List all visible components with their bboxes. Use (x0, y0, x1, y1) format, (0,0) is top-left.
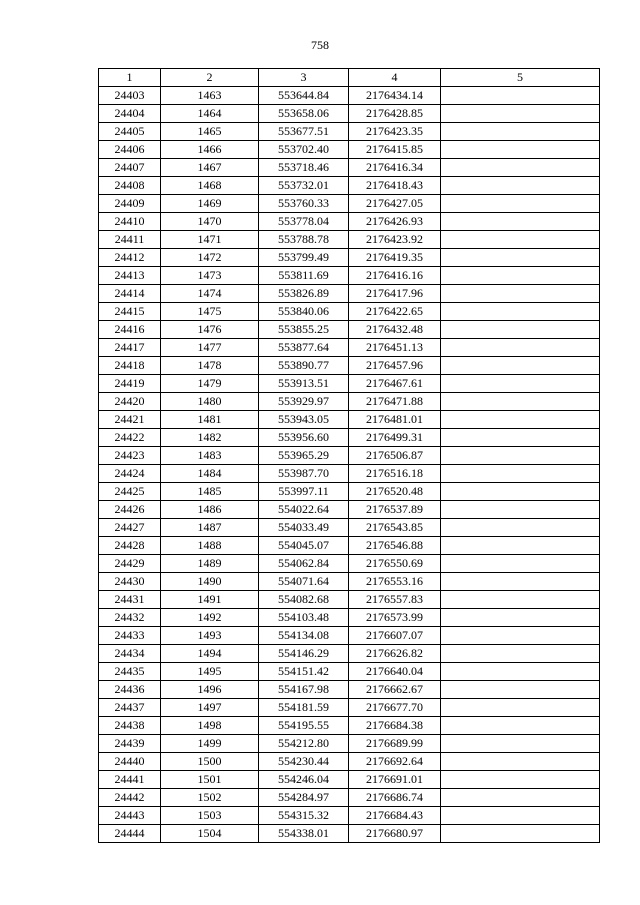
table-cell-col-1: 24431 (99, 591, 161, 609)
table-cell-col-4: 2176417.96 (349, 285, 441, 303)
table-cell-col-3: 553702.40 (259, 141, 349, 159)
table-row (99, 753, 600, 771)
table-cell-col-2: 1491 (161, 591, 259, 609)
table-cell-col-2: 1473 (161, 267, 259, 285)
table-cell-col-1: 24441 (99, 771, 161, 789)
table-cell-col-3: 553997.11 (259, 483, 349, 501)
table-cell-col-1: 24424 (99, 465, 161, 483)
table-cell-col-2: 1482 (161, 429, 259, 447)
column-header-1: 1 (99, 69, 161, 87)
table-cell-col-1: 24422 (99, 429, 161, 447)
table-row (99, 375, 600, 393)
table-cell-col-4: 2176432.48 (349, 321, 441, 339)
table-cell-col-5 (441, 357, 600, 375)
table-row (99, 357, 600, 375)
table-cell-col-5 (441, 249, 600, 267)
table-cell-col-1: 24444 (99, 825, 161, 843)
table-cell-col-2: 1486 (161, 501, 259, 519)
table-cell-col-5 (441, 321, 600, 339)
table-row (99, 825, 600, 843)
table-cell-col-3: 554146.29 (259, 645, 349, 663)
table-row (99, 591, 600, 609)
table-cell-col-5 (441, 645, 600, 663)
table-row (99, 807, 600, 825)
table-cell-col-3: 554103.48 (259, 609, 349, 627)
table-cell-col-1: 24406 (99, 141, 161, 159)
table-cell-col-1: 24410 (99, 213, 161, 231)
table-cell-col-5 (441, 465, 600, 483)
table-row (99, 609, 600, 627)
table-cell-col-4: 2176546.88 (349, 537, 441, 555)
table-cell-col-4: 2176626.82 (349, 645, 441, 663)
table-cell-col-5 (441, 303, 600, 321)
table-cell-col-4: 2176640.04 (349, 663, 441, 681)
table-row (99, 429, 600, 447)
table-row (99, 249, 600, 267)
table-cell-col-3: 553840.06 (259, 303, 349, 321)
table-cell-col-2: 1476 (161, 321, 259, 339)
table-cell-col-4: 2176467.61 (349, 375, 441, 393)
table-row (99, 177, 600, 195)
table-cell-col-5 (441, 717, 600, 735)
table-header (99, 69, 600, 87)
table-cell-col-4: 2176419.35 (349, 249, 441, 267)
table-cell-col-3: 554315.32 (259, 807, 349, 825)
table-cell-col-3: 554246.04 (259, 771, 349, 789)
table-cell-col-5 (441, 519, 600, 537)
table-cell-col-1: 24405 (99, 123, 161, 141)
table-cell-col-4: 2176516.18 (349, 465, 441, 483)
table-cell-col-2: 1464 (161, 105, 259, 123)
table-cell-col-2: 1499 (161, 735, 259, 753)
table-cell-col-1: 24415 (99, 303, 161, 321)
table-row (99, 771, 600, 789)
table-cell-col-5 (441, 555, 600, 573)
table-cell-col-1: 24434 (99, 645, 161, 663)
table-cell-col-4: 2176481.01 (349, 411, 441, 429)
column-header-4: 4 (349, 69, 441, 87)
table-row (99, 681, 600, 699)
table-cell-col-2: 1500 (161, 753, 259, 771)
table-row (99, 735, 600, 753)
table-cell-col-2: 1475 (161, 303, 259, 321)
table-cell-col-4: 2176423.35 (349, 123, 441, 141)
table-cell-col-4: 2176689.99 (349, 735, 441, 753)
table-row (99, 717, 600, 735)
table-cell-col-1: 24404 (99, 105, 161, 123)
table-row (99, 645, 600, 663)
table-cell-col-2: 1466 (161, 141, 259, 159)
table-cell-col-3: 554338.01 (259, 825, 349, 843)
table-cell-col-2: 1465 (161, 123, 259, 141)
table-row (99, 627, 600, 645)
table-cell-col-3: 553913.51 (259, 375, 349, 393)
table-cell-col-2: 1467 (161, 159, 259, 177)
table-cell-col-3: 553890.77 (259, 357, 349, 375)
table-row (99, 159, 600, 177)
table-cell-col-1: 24407 (99, 159, 161, 177)
table-row (99, 789, 600, 807)
table-cell-col-4: 2176471.88 (349, 393, 441, 411)
table-cell-col-2: 1497 (161, 699, 259, 717)
table-cell-col-3: 553877.64 (259, 339, 349, 357)
table-cell-col-2: 1504 (161, 825, 259, 843)
table-cell-col-1: 24438 (99, 717, 161, 735)
table-cell-col-4: 2176684.43 (349, 807, 441, 825)
table-cell-col-5 (441, 105, 600, 123)
table-cell-col-5 (441, 447, 600, 465)
table-cell-col-4: 2176426.93 (349, 213, 441, 231)
table-cell-col-5 (441, 663, 600, 681)
table-cell-col-5 (441, 627, 600, 645)
table-cell-col-2: 1501 (161, 771, 259, 789)
table-cell-col-1: 24414 (99, 285, 161, 303)
table-cell-col-2: 1493 (161, 627, 259, 645)
table-cell-col-5 (441, 195, 600, 213)
table-cell-col-3: 553760.33 (259, 195, 349, 213)
column-header-2: 2 (161, 69, 259, 87)
table-cell-col-2: 1480 (161, 393, 259, 411)
table-cell-col-3: 553987.70 (259, 465, 349, 483)
table-cell-col-4: 2176416.16 (349, 267, 441, 285)
table-cell-col-4: 2176428.85 (349, 105, 441, 123)
table-cell-col-4: 2176692.64 (349, 753, 441, 771)
table-cell-col-2: 1471 (161, 231, 259, 249)
table-cell-col-3: 553943.05 (259, 411, 349, 429)
table-row (99, 105, 600, 123)
table-cell-col-1: 24423 (99, 447, 161, 465)
table-cell-col-2: 1498 (161, 717, 259, 735)
table-cell-col-5 (441, 483, 600, 501)
table-cell-col-2: 1484 (161, 465, 259, 483)
table-row (99, 519, 600, 537)
table-cell-col-3: 553799.49 (259, 249, 349, 267)
table-cell-col-4: 2176677.70 (349, 699, 441, 717)
table-cell-col-3: 553644.84 (259, 87, 349, 105)
table-cell-col-3: 553826.89 (259, 285, 349, 303)
table-cell-col-2: 1468 (161, 177, 259, 195)
table-cell-col-3: 554134.08 (259, 627, 349, 645)
table-cell-col-5 (441, 231, 600, 249)
table-cell-col-1: 24409 (99, 195, 161, 213)
table-row (99, 483, 600, 501)
table-cell-col-5 (441, 123, 600, 141)
table-cell-col-1: 24437 (99, 699, 161, 717)
table-cell-col-2: 1472 (161, 249, 259, 267)
table-cell-col-5 (441, 573, 600, 591)
table-cell-col-4: 2176553.16 (349, 573, 441, 591)
table-cell-col-5 (441, 771, 600, 789)
table-cell-col-1: 24433 (99, 627, 161, 645)
table-cell-col-5 (441, 753, 600, 771)
table-cell-col-1: 24443 (99, 807, 161, 825)
table-cell-col-4: 2176457.96 (349, 357, 441, 375)
table-cell-col-4: 2176557.83 (349, 591, 441, 609)
table-row (99, 303, 600, 321)
table-cell-col-5 (441, 411, 600, 429)
table-cell-col-1: 24417 (99, 339, 161, 357)
table-cell-col-4: 2176537.89 (349, 501, 441, 519)
table-cell-col-3: 553718.46 (259, 159, 349, 177)
table-row (99, 537, 600, 555)
table-cell-col-1: 24442 (99, 789, 161, 807)
coordinates-table (98, 68, 600, 843)
table-cell-col-4: 2176684.38 (349, 717, 441, 735)
table-row (99, 663, 600, 681)
table-cell-col-3: 553811.69 (259, 267, 349, 285)
table-cell-col-1: 24420 (99, 393, 161, 411)
table-cell-col-2: 1489 (161, 555, 259, 573)
table-cell-col-2: 1490 (161, 573, 259, 591)
table-cell-col-2: 1463 (161, 87, 259, 105)
table-row (99, 699, 600, 717)
table-cell-col-3: 554082.68 (259, 591, 349, 609)
page-number: 758 (311, 38, 329, 52)
table-cell-col-4: 2176550.69 (349, 555, 441, 573)
table-cell-col-5 (441, 375, 600, 393)
table-row (99, 555, 600, 573)
table-cell-col-5 (441, 159, 600, 177)
table-row (99, 393, 600, 411)
table-cell-col-1: 24418 (99, 357, 161, 375)
table-cell-col-5 (441, 177, 600, 195)
table-cell-col-5 (441, 267, 600, 285)
table-cell-col-5 (441, 789, 600, 807)
table-cell-col-1: 24426 (99, 501, 161, 519)
table-cell-col-3: 554033.49 (259, 519, 349, 537)
table-cell-col-5 (441, 591, 600, 609)
table-cell-col-3: 553732.01 (259, 177, 349, 195)
table-cell-col-4: 2176451.13 (349, 339, 441, 357)
table-cell-col-4: 2176415.85 (349, 141, 441, 159)
table-row (99, 339, 600, 357)
table-cell-col-1: 24416 (99, 321, 161, 339)
table-row (99, 465, 600, 483)
table-cell-col-4: 2176520.48 (349, 483, 441, 501)
header-row (99, 69, 600, 87)
table-cell-col-4: 2176662.67 (349, 681, 441, 699)
table-cell-col-2: 1483 (161, 447, 259, 465)
table-cell-col-3: 554071.64 (259, 573, 349, 591)
table-cell-col-5 (441, 87, 600, 105)
table-cell-col-1: 24427 (99, 519, 161, 537)
table-cell-col-3: 554230.44 (259, 753, 349, 771)
table-cell-col-4: 2176543.85 (349, 519, 441, 537)
table-cell-col-3: 553956.60 (259, 429, 349, 447)
table-cell-col-5 (441, 339, 600, 357)
table-cell-col-2: 1503 (161, 807, 259, 825)
table-cell-col-2: 1477 (161, 339, 259, 357)
table-cell-col-2: 1474 (161, 285, 259, 303)
table-cell-col-2: 1502 (161, 789, 259, 807)
table-cell-col-4: 2176418.43 (349, 177, 441, 195)
table-cell-col-2: 1470 (161, 213, 259, 231)
table-row (99, 213, 600, 231)
table-cell-col-3: 553855.25 (259, 321, 349, 339)
table-cell-col-1: 24419 (99, 375, 161, 393)
table-cell-col-4: 2176416.34 (349, 159, 441, 177)
table-cell-col-1: 24439 (99, 735, 161, 753)
table-cell-col-2: 1481 (161, 411, 259, 429)
table-cell-col-1: 24413 (99, 267, 161, 285)
table-cell-col-2: 1485 (161, 483, 259, 501)
table-cell-col-4: 2176680.97 (349, 825, 441, 843)
table-row (99, 501, 600, 519)
column-header-5: 5 (441, 69, 600, 87)
table-row (99, 411, 600, 429)
table-cell-col-3: 554151.42 (259, 663, 349, 681)
table-cell-col-1: 24436 (99, 681, 161, 699)
table-cell-col-5 (441, 681, 600, 699)
table-cell-col-4: 2176422.65 (349, 303, 441, 321)
table-cell-col-3: 553778.04 (259, 213, 349, 231)
table-body (99, 87, 600, 843)
table-cell-col-3: 553965.29 (259, 447, 349, 465)
table-row (99, 123, 600, 141)
table-cell-col-3: 554062.84 (259, 555, 349, 573)
table-cell-col-4: 2176573.99 (349, 609, 441, 627)
table-row (99, 321, 600, 339)
table-cell-col-5 (441, 537, 600, 555)
table-cell-col-4: 2176691.01 (349, 771, 441, 789)
table-cell-col-5 (441, 285, 600, 303)
table-cell-col-1: 24421 (99, 411, 161, 429)
table-cell-col-5 (441, 807, 600, 825)
table-cell-col-3: 554212.80 (259, 735, 349, 753)
table-cell-col-3: 554181.59 (259, 699, 349, 717)
table-cell-col-1: 24408 (99, 177, 161, 195)
table-cell-col-3: 554195.55 (259, 717, 349, 735)
table-cell-col-5 (441, 825, 600, 843)
table-cell-col-4: 2176607.07 (349, 627, 441, 645)
table-cell-col-4: 2176423.92 (349, 231, 441, 249)
table-cell-col-2: 1478 (161, 357, 259, 375)
table-cell-col-1: 24435 (99, 663, 161, 681)
table-cell-col-4: 2176686.74 (349, 789, 441, 807)
table-cell-col-2: 1492 (161, 609, 259, 627)
table-row (99, 285, 600, 303)
table-row (99, 447, 600, 465)
table-cell-col-2: 1469 (161, 195, 259, 213)
table-cell-col-5 (441, 429, 600, 447)
table-cell-col-5 (441, 141, 600, 159)
table-cell-col-2: 1488 (161, 537, 259, 555)
table-cell-col-1: 24425 (99, 483, 161, 501)
table-row (99, 87, 600, 105)
table-cell-col-5 (441, 699, 600, 717)
table-cell-col-3: 553788.78 (259, 231, 349, 249)
table-cell-col-1: 24429 (99, 555, 161, 573)
table-cell-col-5 (441, 393, 600, 411)
table-cell-col-4: 2176499.31 (349, 429, 441, 447)
table-cell-col-5 (441, 213, 600, 231)
table-cell-col-4: 2176434.14 (349, 87, 441, 105)
table-cell-col-4: 2176506.87 (349, 447, 441, 465)
table-row (99, 195, 600, 213)
table-cell-col-3: 554284.97 (259, 789, 349, 807)
table-cell-col-3: 554022.64 (259, 501, 349, 519)
table-row (99, 231, 600, 249)
table-cell-col-3: 553929.97 (259, 393, 349, 411)
table-cell-col-5 (441, 609, 600, 627)
table-cell-col-3: 553677.51 (259, 123, 349, 141)
table-cell-col-1: 24430 (99, 573, 161, 591)
table-cell-col-2: 1487 (161, 519, 259, 537)
table-cell-col-3: 554167.98 (259, 681, 349, 699)
column-header-3: 3 (259, 69, 349, 87)
table-cell-col-1: 24412 (99, 249, 161, 267)
table-cell-col-3: 554045.07 (259, 537, 349, 555)
table-row (99, 141, 600, 159)
table-row (99, 573, 600, 591)
table-cell-col-1: 24411 (99, 231, 161, 249)
table-cell-col-1: 24432 (99, 609, 161, 627)
table-cell-col-2: 1479 (161, 375, 259, 393)
table-cell-col-4: 2176427.05 (349, 195, 441, 213)
table-row (99, 267, 600, 285)
table-cell-col-5 (441, 501, 600, 519)
table-cell-col-5 (441, 735, 600, 753)
table-cell-col-2: 1494 (161, 645, 259, 663)
table-cell-col-2: 1495 (161, 663, 259, 681)
table-cell-col-1: 24403 (99, 87, 161, 105)
table-cell-col-3: 553658.06 (259, 105, 349, 123)
table-cell-col-2: 1496 (161, 681, 259, 699)
table-cell-col-1: 24440 (99, 753, 161, 771)
table-cell-col-1: 24428 (99, 537, 161, 555)
